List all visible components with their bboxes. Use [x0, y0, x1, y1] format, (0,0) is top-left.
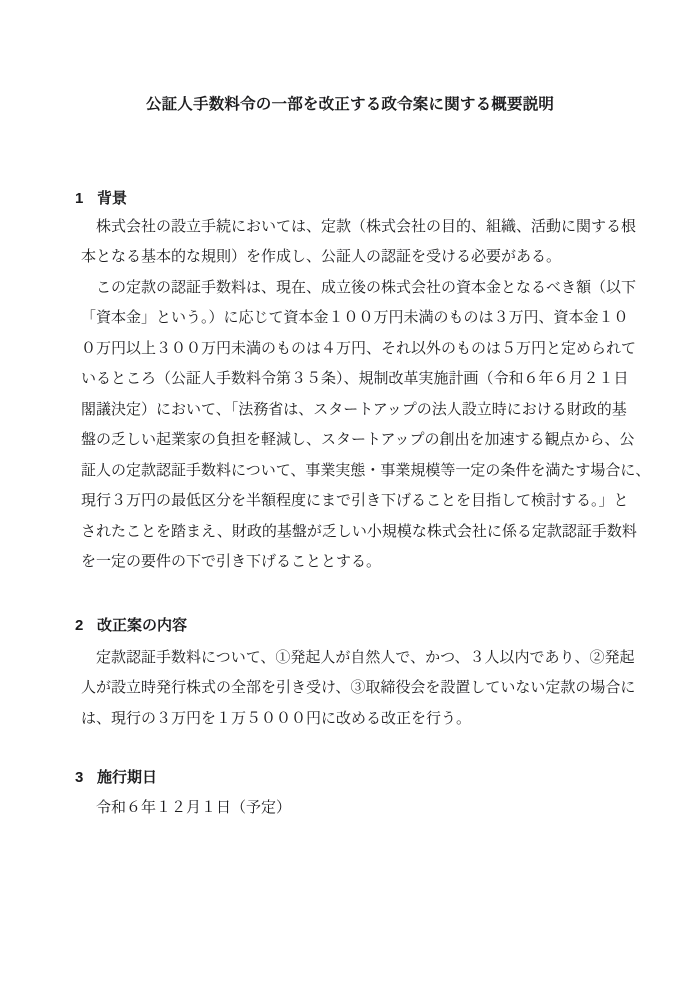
text-line: されたことを踏まえ、財政的基盤が乏しい小規模な株式会社に係る定款認証手数料: [81, 523, 637, 540]
text-line: 証人の定款認証手数料について、事業実態・事業規模等一定の条件を満たす場合に、: [81, 462, 651, 479]
document-title: 公証人手数料令の一部を改正する政令案に関する概要説明: [145, 96, 555, 113]
text-line: 定款認証手数料について、①発起人が自然人で、かつ、３人以内であり、②発起: [81, 649, 635, 666]
section-body-background: [0, 212, 700, 578]
text-line: この定款の認証手数料は、現在、成立後の株式会社の資本金となるべき額（以下: [81, 279, 637, 296]
section-amendment-contents: [0, 613, 700, 735]
text-line: いるところ（公証人手数料令第３５条）、規制改革実施計画（令和６年６月２１日: [81, 371, 629, 387]
section-body-effective-date: [0, 793, 700, 824]
text-line: 本となる基本的な規則）を作成し、公証人の認証を受ける必要がある。: [81, 249, 562, 265]
text-line: を一定の要件の下で引き下げることとする。: [81, 554, 382, 570]
section-number: 2: [75, 616, 84, 634]
text-line: 「資本金」という。）に応じて資本金１００万円未満のものは３万円、資本金１０: [81, 310, 629, 326]
text-line: 閣議決定）において、「法務省は、スタートアップの法人設立時における財政的基: [81, 401, 627, 418]
section-body-amendment: [0, 643, 700, 735]
section-effective-date: [0, 765, 700, 824]
section-heading-amendment: [0, 613, 700, 639]
text-line: ０万円以上３００万円未満のものは４万円、それ以外のものは５万円と定められて: [81, 340, 637, 357]
text-line: 令和６年１２月１日（予定）: [81, 799, 292, 816]
text-line: は、現行の３万円を１万５０００円に改める改正を行う。: [81, 710, 472, 727]
section-number: 1: [75, 189, 84, 207]
section-heading-label: 改正案の内容: [97, 616, 188, 634]
section-heading-effective-date: [0, 765, 700, 791]
section-heading-background: [0, 186, 700, 212]
section-heading-label: 背景: [97, 189, 128, 207]
section-heading-label: 施行期日: [97, 768, 158, 786]
text-line: 盤の乏しい起業家の負担を軽減し、スタートアップの創出を加速する観点から、公: [81, 432, 635, 448]
text-line: 株式会社の設立手続においては、定款（株式会社の目的、組織、活動に関する根: [81, 218, 637, 235]
text-line: 人が設立時発行株式の全部を引き受け、③取締役会を設置していない定款の場合に: [81, 680, 636, 696]
text-line: 現行３万円の最低区分を半額程度にまで引き下げることを目指して検討する。」と: [81, 493, 629, 509]
section-number: 3: [75, 768, 84, 786]
section-background: [0, 186, 700, 578]
